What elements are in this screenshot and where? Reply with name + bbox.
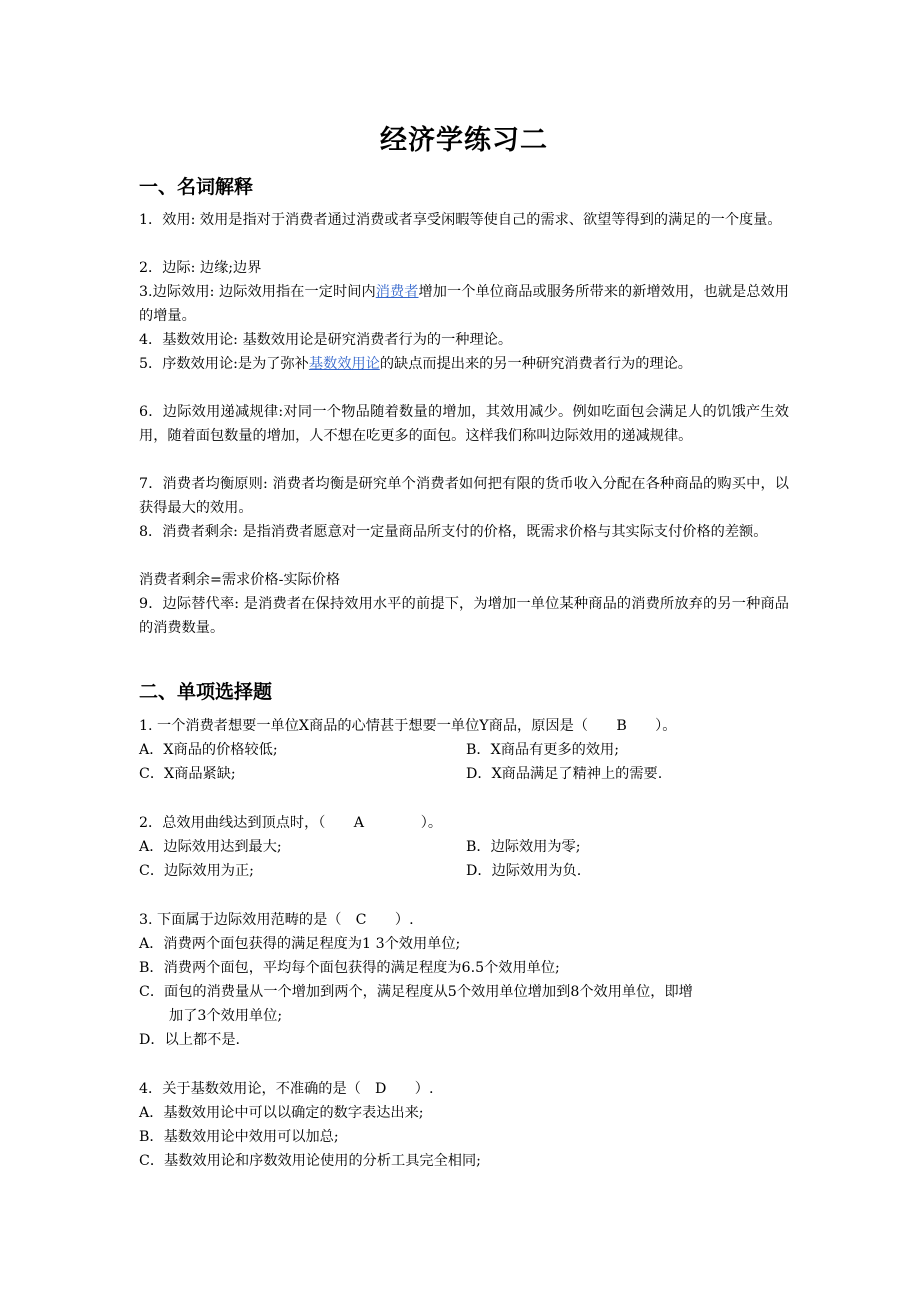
question-option: B．基数效用论中效用可以加总; [139, 1129, 339, 1145]
question-option: B．X商品有更多的效用; [466, 742, 619, 758]
question-option: D．X商品满足了精神上的需要. [466, 766, 663, 782]
definition-item: 8．消费者剩余: 是指消费者愿意对一定量商品所支付的价格，既需求价格与其实际支付价格的差额。 [139, 524, 768, 540]
definition-item: 9．边际替代率: 是消费者在保持效用水平的前提下，为增加一单位某种商品的消费所放弃的另一种商品的消费数量。 [139, 596, 789, 636]
question-option: B．边际效用为零; [466, 839, 581, 855]
question-option: C．面包的消费量从一个增加到两个，满足程度从5个效用单位增加到8个效用单位，即增 [139, 984, 693, 1000]
cardinal-utility-link[interactable]: 基数效用论 [308, 356, 380, 372]
question-option: D．以上都不是. [139, 1032, 241, 1048]
question-option: C．X商品紧缺; [139, 766, 236, 782]
question-option: A．边际效用达到最大; [139, 839, 282, 855]
definition-item: 7．消费者均衡原则: 消费者均衡是研究单个消费者如何把有限的货币收入分配在各种商品的购买中，以获得最大的效用。 [139, 476, 789, 516]
definition-formula: 消费者剩余=需求价格-实际价格 [139, 572, 341, 588]
consumer-link[interactable]: 消费者 [375, 284, 419, 300]
question-option: C．边际效用为正; [139, 863, 254, 879]
question-option: A．消费两个面包获得的满足程度为1 3个效用单位; [139, 936, 461, 952]
definition-item: 6．边际效用递减规律:对同一个物品随着数量的增加，其效用减少。例如吃面包会满足人的饥饿产生效用，随着面包数量的增加，人不想在吃更多的面包。这样我们称叫边际效用的递减规律。 [139, 404, 789, 444]
question-option: C．基数效用论和序数效用论使用的分析工具完全相同; [139, 1153, 481, 1169]
question-stem: 1. 一个消费者想要一单位X商品的心情甚于想要一单位Y商品，原因是（ B ）。 [139, 718, 677, 734]
question-stem: 2．总效用曲线达到顶点时，（ A ）。 [139, 815, 443, 831]
section-heading-choice: 二、单项选择题 [139, 681, 273, 703]
question-option-continued: 加了3个效用单位; [169, 1008, 283, 1024]
definition-item: 2．边际: 边缘;边界 [139, 260, 262, 276]
definition-item: 3.边际效用: 边际效用指在一定时间内消费者增加一个单位商品或服务所带来的新增效用，也就是总效用的增量。 [139, 284, 789, 324]
definition-item: 5．序数效用论:是为了弥补基数效用论的缺点而提出来的另一种研究消费者行为的理论。 [139, 356, 692, 372]
definition-item: 4．基数效用论: 基数效用论是研究消费者行为的一种理论。 [139, 332, 513, 348]
definition-item: 1．效用: 效用是指对于消费者通过消费或者享受闲暇等使自己的需求、欲望等得到的满足的一个度量。 [139, 212, 782, 228]
question-option: B．消费两个面包，平均每个面包获得的满足程度为6.5个效用单位; [139, 960, 560, 976]
question-option: A．基数效用论中可以以确定的数字表达出来; [139, 1105, 424, 1121]
question-option: D．边际效用为负. [466, 863, 582, 879]
question-stem: 4．关于基数效用论，不准确的是（ D ）. [139, 1081, 434, 1097]
question-option: A．X商品的价格较低; [139, 742, 278, 758]
document-title: 经济学练习二 [380, 125, 548, 156]
question-stem: 3. 下面属于边际效用范畴的是（ C ）. [139, 912, 414, 928]
section-heading-definitions: 一、名词解释 [139, 176, 254, 198]
